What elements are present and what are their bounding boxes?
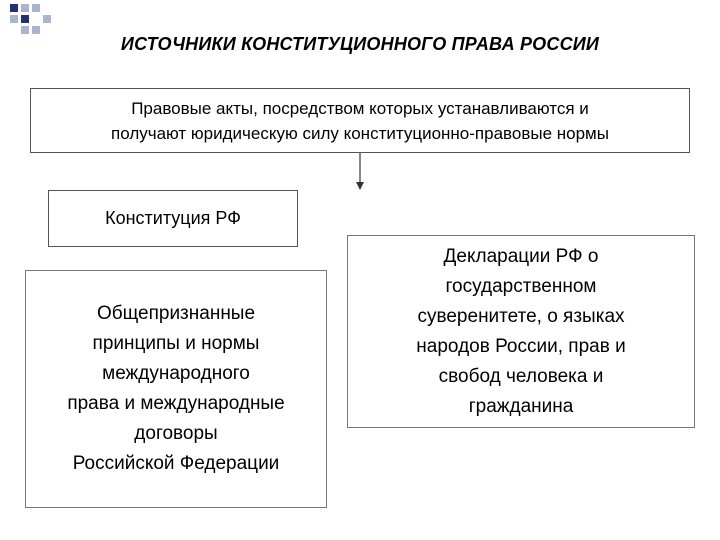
declarations-line: Декларации РФ о — [443, 245, 599, 267]
international-law-line: принципы и нормы — [92, 333, 260, 354]
corner-square — [43, 15, 51, 23]
corner-square — [21, 26, 29, 34]
corner-square — [21, 15, 29, 23]
down-arrow-connector — [352, 153, 368, 193]
constitution-box — [48, 190, 298, 247]
corner-square — [32, 26, 40, 34]
declarations-line: свобод человека и — [438, 365, 604, 387]
international-law-box — [25, 270, 327, 508]
page-title: ИСТОЧНИКИ КОНСТИТУЦИОННОГО ПРАВА РОССИИ — [120, 34, 600, 54]
international-law-text — [67, 299, 284, 479]
declarations-text — [416, 242, 625, 422]
international-law-line: договоры — [134, 423, 218, 444]
definition-box — [30, 88, 690, 153]
corner-square — [21, 4, 29, 12]
declarations-box — [347, 235, 695, 428]
declarations-line: гражданина — [468, 395, 574, 417]
international-law-line: Общепризнанные — [96, 303, 256, 324]
declarations-line: государственном — [445, 275, 597, 297]
international-law-line: Российской Федерации — [72, 453, 280, 474]
constitution-label: Конституция РФ — [105, 208, 241, 228]
definition-line: получают юридическую силу конституционно-правовые нормы — [111, 123, 609, 143]
corner-square — [10, 15, 18, 23]
definition-text — [111, 96, 609, 146]
arrow-head — [356, 182, 364, 190]
declarations-line: народов России, прав и — [416, 335, 626, 357]
definition-line: Правовые акты, посредством которых устанавливаются и — [131, 98, 589, 118]
international-law-line: международного — [102, 363, 250, 384]
international-law-line: права и международные — [67, 393, 285, 414]
corner-square — [32, 4, 40, 12]
declarations-line: суверенитете, о языках — [417, 305, 625, 327]
corner-square — [10, 4, 18, 12]
